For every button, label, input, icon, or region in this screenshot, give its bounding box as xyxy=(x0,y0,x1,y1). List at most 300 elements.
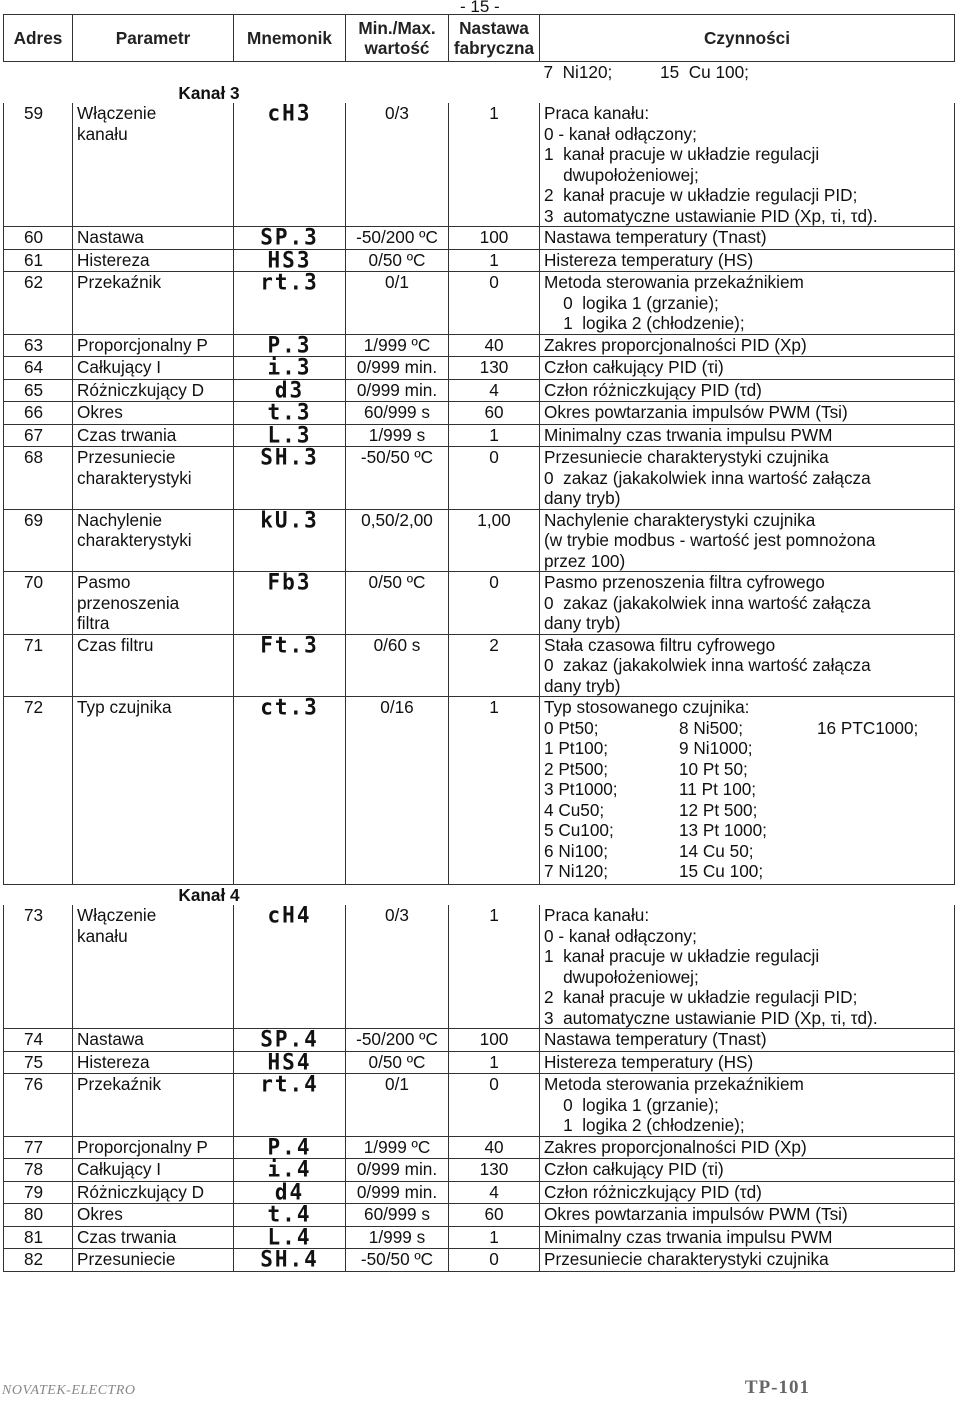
default-cell: 2 xyxy=(449,634,540,697)
default-cell: 4 xyxy=(449,1181,540,1204)
description-cell xyxy=(540,424,955,447)
parameter-cell xyxy=(73,905,234,1029)
description-line: 0 zakaz (jakakolwiek inna wartość załącza xyxy=(544,592,871,613)
lcd-mnemonic: Ft.3 xyxy=(260,631,319,658)
description-line: 0 - kanał odłączony; xyxy=(544,123,697,144)
description-cell xyxy=(540,103,955,227)
parameter-cell xyxy=(73,357,234,380)
description-line: Minimalny czas trwania impulsu PWM xyxy=(544,424,833,445)
lcd-mnemonic: SP.3 xyxy=(260,224,319,250)
description-line: Praca kanału: xyxy=(544,905,650,925)
parameter-line: Czas trwania xyxy=(77,1226,177,1247)
description-line: Nastawa temperatury (Tnast) xyxy=(544,1029,767,1049)
description-cell xyxy=(540,249,955,272)
param-row-63 xyxy=(4,334,955,357)
description-line: 2 kanał pracuje w układzie regulacji PID; xyxy=(544,987,858,1007)
param-row-82 xyxy=(4,1249,955,1272)
mnemonic-cell xyxy=(234,331,346,358)
lcd-mnemonic: ct.3 xyxy=(260,694,319,720)
parameter-line: charakterystyki xyxy=(77,467,192,488)
description-cell xyxy=(540,1051,955,1074)
minmax-cell: 60/999 s xyxy=(346,1204,449,1227)
header-mnemonik: Mnemonik xyxy=(234,15,346,62)
parameter-cell xyxy=(73,379,234,402)
mnemonic-cell xyxy=(234,1223,346,1250)
sensor-type-item: 13 Pt 1000; xyxy=(679,820,767,840)
sensor-type-item: 0 Pt50; xyxy=(544,717,599,738)
parameter-line: Histereza xyxy=(77,1051,150,1072)
continuation-row xyxy=(4,62,955,83)
minmax-cell: 0/999 min. xyxy=(346,379,449,402)
mnemonic-cell xyxy=(234,1026,346,1052)
parameter-cell xyxy=(73,402,234,425)
default-cell: 130 xyxy=(449,357,540,380)
description-cell xyxy=(540,1074,955,1137)
description-line: dwupołożeniowej; xyxy=(544,966,699,987)
minmax-cell: -50/200 ºC xyxy=(346,1029,449,1052)
address-cell: 77 xyxy=(4,1136,73,1159)
default-cell: 0 xyxy=(449,272,540,335)
address-cell: 68 xyxy=(4,447,73,510)
minmax-cell: 0/999 min. xyxy=(346,1181,449,1204)
parameter-line: Różniczkujący D xyxy=(77,379,205,400)
description-line: Metoda sterowania przekaźnikiem xyxy=(544,272,804,292)
param-row-78 xyxy=(4,1159,955,1182)
mnemonic-cell xyxy=(234,1178,346,1205)
parameter-line: Typ czujnika xyxy=(77,697,172,717)
minmax-cell: 1/999 s xyxy=(346,424,449,447)
param-row-67 xyxy=(4,424,955,447)
empty-cell xyxy=(346,62,449,83)
param-row-77 xyxy=(4,1136,955,1159)
param-row-65 xyxy=(4,379,955,402)
default-cell: 40 xyxy=(449,334,540,357)
lcd-mnemonic: cH3 xyxy=(267,100,312,126)
parameter-line: Nastawa xyxy=(77,227,144,247)
parameter-cell xyxy=(73,103,234,227)
parameter-line: Nastawa xyxy=(77,1029,144,1049)
parameter-line: Różniczkujący D xyxy=(77,1181,205,1202)
parameter-cell xyxy=(73,1226,234,1249)
param-row-71 xyxy=(4,634,955,697)
description-cell xyxy=(540,1181,955,1204)
mnemonic-cell xyxy=(234,902,346,1029)
param-row-62 xyxy=(4,272,955,335)
address-cell: 75 xyxy=(4,1051,73,1074)
parameter-cell xyxy=(73,272,234,335)
sensor-type-row xyxy=(544,779,950,800)
param-row-73 xyxy=(4,905,955,1029)
sensor-type-row xyxy=(544,861,950,882)
parameter-line: Przesuniecie xyxy=(77,447,176,467)
sensor-type-item: 14 Cu 50; xyxy=(679,840,754,861)
address-cell: 70 xyxy=(4,572,73,635)
parameter-cell xyxy=(73,227,234,250)
mnemonic-cell xyxy=(234,1156,346,1182)
description-cell xyxy=(540,357,955,380)
address-cell: 61 xyxy=(4,249,73,272)
description-line: 2 kanał pracuje w układzie regulacji PID; xyxy=(544,185,858,205)
channel-4-heading-label: Kanał 4 xyxy=(178,884,240,905)
channel-3-heading xyxy=(4,83,955,104)
sensor-type-row xyxy=(544,738,950,759)
description-cell xyxy=(540,634,955,697)
lcd-mnemonic: rt.3 xyxy=(260,269,319,295)
description-cell xyxy=(540,1029,955,1052)
address-cell: 64 xyxy=(4,357,73,380)
param-row-76 xyxy=(4,1074,955,1137)
description-line: 1 logika 2 (chłodzenie); xyxy=(544,1115,745,1135)
sensor-type-row xyxy=(544,759,950,780)
parameter-cell xyxy=(73,1074,234,1137)
default-cell: 0 xyxy=(449,447,540,510)
mnemonic-cell xyxy=(234,1133,346,1160)
description-line: Okres powtarzania impulsów PWM (Tsi) xyxy=(544,402,848,422)
parameter-cell xyxy=(73,1204,234,1227)
lcd-mnemonic: L.4 xyxy=(267,1223,312,1250)
default-cell: 100 xyxy=(449,1029,540,1052)
description-line: Zakres proporcjonalności PID (Xp) xyxy=(544,1136,807,1157)
description-line: 3 automatyczne ustawianie PID (Xp, τi, τd). xyxy=(544,1007,878,1028)
address-cell: 66 xyxy=(4,402,73,425)
sensor-type-row xyxy=(544,820,950,841)
description-line: dany tryb) xyxy=(544,613,621,633)
parameter-cell xyxy=(73,424,234,447)
param-row-72 xyxy=(4,697,955,885)
parameter-cell xyxy=(73,1181,234,1204)
description-cell xyxy=(540,697,955,885)
empty-cell xyxy=(540,83,955,104)
description-line: Przesuniecie charakterystyki czujnika xyxy=(544,1249,829,1269)
parameter-cell xyxy=(73,1249,234,1272)
mnemonic-cell xyxy=(234,421,346,448)
lcd-mnemonic: Fb3 xyxy=(267,569,312,595)
parameter-line: Histereza xyxy=(77,249,150,270)
default-cell: 0 xyxy=(449,1074,540,1137)
default-cell: 1 xyxy=(449,424,540,447)
mnemonic-cell xyxy=(234,694,346,885)
mnemonic-cell xyxy=(234,1201,346,1227)
param-row-59 xyxy=(4,103,955,227)
minmax-cell: 1/999 ºC xyxy=(346,1136,449,1159)
param-row-60 xyxy=(4,227,955,250)
mnemonic-cell xyxy=(234,1071,346,1137)
sensor-type-item: 9 Ni1000; xyxy=(679,738,753,758)
parameter-line: przenoszenia xyxy=(77,592,180,613)
address-cell: 71 xyxy=(4,634,73,697)
param-row-70 xyxy=(4,572,955,635)
description-line: 3 automatyczne ustawianie PID (Xp, τi, τd). xyxy=(544,205,878,226)
minmax-cell: -50/200 ºC xyxy=(346,227,449,250)
param-row-64 xyxy=(4,357,955,380)
sensor-type-item: 4 Cu50; xyxy=(544,799,605,820)
parameter-line: Włączenie xyxy=(77,905,157,925)
lcd-mnemonic: L.3 xyxy=(267,421,312,448)
param-row-81 xyxy=(4,1226,955,1249)
minmax-cell: 0/16 xyxy=(346,697,449,885)
default-cell: 1,00 xyxy=(449,509,540,572)
lcd-mnemonic: cH4 xyxy=(267,902,312,928)
parameter-cell xyxy=(73,1029,234,1052)
description-line: Człon różniczkujący PID (τd) xyxy=(544,1181,762,1202)
minmax-cell: 0/999 min. xyxy=(346,1159,449,1182)
address-cell: 79 xyxy=(4,1181,73,1204)
empty-cell xyxy=(449,884,540,905)
default-cell: 4 xyxy=(449,379,540,402)
mnemonic-cell xyxy=(234,399,346,425)
address-cell: 73 xyxy=(4,905,73,1029)
sensor-type-item xyxy=(817,820,950,841)
param-row-69 xyxy=(4,509,955,572)
default-cell: 60 xyxy=(449,402,540,425)
parameter-line: Przekaźnik xyxy=(77,272,162,292)
parameter-cell xyxy=(73,249,234,272)
description-line: Człon całkujący PID (τi) xyxy=(544,357,724,377)
sensor-type-item: 8 Ni500; xyxy=(679,717,744,738)
header-parametr: Parametr xyxy=(73,15,234,62)
minmax-cell: 0/1 xyxy=(346,272,449,335)
parameter-line: Przekaźnik xyxy=(77,1074,162,1094)
mnemonic-cell xyxy=(234,569,346,635)
mnemonic-cell xyxy=(234,506,346,572)
parameter-cell xyxy=(73,1136,234,1159)
empty-cell xyxy=(346,83,449,104)
address-cell: 63 xyxy=(4,334,73,357)
parameter-cell xyxy=(73,1051,234,1074)
default-cell: 1 xyxy=(449,1051,540,1074)
minmax-cell: 60/999 s xyxy=(346,402,449,425)
description-line: Nachylenie charakterystyki czujnika xyxy=(544,509,816,530)
minmax-cell: 0/1 xyxy=(346,1074,449,1137)
sensor-type-item: 3 Pt1000; xyxy=(544,779,618,799)
table-header-row xyxy=(4,15,955,62)
parameter-line: Przesuniecie xyxy=(77,1249,176,1269)
description-line: Stała czasowa filtru cyfrowego xyxy=(544,634,776,655)
address-cell: 65 xyxy=(4,379,73,402)
empty-cell xyxy=(4,83,73,104)
description-line: dany tryb) xyxy=(544,675,621,696)
minmax-cell: 0/3 xyxy=(346,103,449,227)
description-line: 0 zakaz (jakakolwiek inna wartość załącza xyxy=(544,655,871,675)
sensor-type-item: 12 Pt 500; xyxy=(679,799,758,820)
minmax-cell: 0/60 s xyxy=(346,634,449,697)
header-adres: Adres xyxy=(4,15,73,62)
address-cell: 59 xyxy=(4,103,73,227)
address-cell: 67 xyxy=(4,424,73,447)
description-cell xyxy=(540,1136,955,1159)
parameter-line: Nachylenie xyxy=(77,509,163,530)
description-cell xyxy=(540,272,955,335)
address-cell: 62 xyxy=(4,272,73,335)
address-cell: 60 xyxy=(4,227,73,250)
default-cell: 1 xyxy=(449,103,540,227)
parameter-cell xyxy=(73,509,234,572)
parameter-cell xyxy=(73,697,234,885)
lcd-mnemonic: t.3 xyxy=(267,399,312,425)
sensor-type-item xyxy=(817,841,950,862)
parameter-line: Całkujący I xyxy=(77,357,162,377)
default-cell: 60 xyxy=(449,1204,540,1227)
param-row-68 xyxy=(4,447,955,510)
description-line: Pasmo przenoszenia filtra cyfrowego xyxy=(544,572,825,592)
mnemonic-cell xyxy=(234,631,346,697)
lcd-mnemonic: d3 xyxy=(274,376,305,403)
address-cell: 72 xyxy=(4,697,73,885)
parameter-cell xyxy=(73,572,234,635)
sensor-type-item: 1 Pt100; xyxy=(544,738,609,758)
mnemonic-cell xyxy=(234,224,346,250)
mnemonic-cell xyxy=(234,444,346,510)
sensor-type-row xyxy=(544,841,950,862)
description-cell xyxy=(540,1204,955,1227)
default-cell: 100 xyxy=(449,227,540,250)
minmax-cell: 1/999 s xyxy=(346,1226,449,1249)
sensor-type-item xyxy=(817,779,950,800)
channel-4-heading xyxy=(4,884,955,905)
header-minmax: Min./Max. wartość xyxy=(346,15,449,62)
param-row-66 xyxy=(4,402,955,425)
description-line: Typ stosowanego czujnika: xyxy=(544,697,750,717)
sensor-type-item: 10 Pt 50; xyxy=(679,758,748,779)
param-row-61 xyxy=(4,249,955,272)
parameter-cell xyxy=(73,1159,234,1182)
address-cell: 81 xyxy=(4,1226,73,1249)
lcd-mnemonic: HS4 xyxy=(267,1048,312,1075)
table-body xyxy=(4,62,955,1272)
description-line: 0 logika 1 (grzanie); xyxy=(544,1094,719,1115)
lcd-mnemonic: rt.4 xyxy=(260,1071,319,1097)
description-cell xyxy=(540,402,955,425)
sensor-type-item: 2 Pt500; xyxy=(544,758,609,779)
minmax-cell: 1/999 ºC xyxy=(346,334,449,357)
lcd-mnemonic: HS3 xyxy=(267,246,312,273)
address-cell: 74 xyxy=(4,1029,73,1052)
minmax-cell: 0/50 ºC xyxy=(346,572,449,635)
default-cell: 40 xyxy=(449,1136,540,1159)
address-cell: 69 xyxy=(4,509,73,572)
description-line: Histereza temperatury (HS) xyxy=(544,1051,754,1072)
header-czynnosci: Czynności xyxy=(540,15,955,62)
address-cell: 80 xyxy=(4,1204,73,1227)
default-cell: 1 xyxy=(449,905,540,1029)
sensor-type-item: 6 Ni100; xyxy=(544,840,609,861)
description-line: 0 logika 1 (grzanie); xyxy=(544,292,719,313)
sensor-type-item xyxy=(817,800,950,821)
header-nastawa: Nastawa fabryczna xyxy=(449,15,540,62)
description-cell xyxy=(540,1226,955,1249)
parameter-line: kanału xyxy=(77,925,128,946)
parameter-line: Włączenie xyxy=(77,103,157,123)
description-line: 1 kanał pracuje w układzie regulacji xyxy=(544,144,820,164)
lcd-mnemonic: SH.3 xyxy=(260,444,319,470)
description-line: dwupołożeniowej; xyxy=(544,164,699,185)
description-line: 0 - kanał odłączony; xyxy=(544,925,697,946)
description-line: Przesuniecie charakterystyki czujnika xyxy=(544,447,829,467)
description-cell xyxy=(540,509,955,572)
minmax-cell: -50/50 ºC xyxy=(346,1249,449,1272)
lcd-mnemonic: i.4 xyxy=(267,1156,312,1182)
address-cell: 78 xyxy=(4,1159,73,1182)
description-line: Nastawa temperatury (Tnast) xyxy=(544,227,767,247)
sensor-type-item xyxy=(817,861,950,882)
default-cell: 1 xyxy=(449,697,540,885)
description-line: Okres powtarzania impulsów PWM (Tsi) xyxy=(544,1204,848,1224)
description-line: Praca kanału: xyxy=(544,103,650,123)
parameter-line: Czas trwania xyxy=(77,424,177,445)
description-cell xyxy=(540,1159,955,1182)
minmax-cell: 0/50 ºC xyxy=(346,249,449,272)
footer-model: TP-101 xyxy=(744,1377,810,1398)
footer-brand: NOVATEK-ELECTRO xyxy=(2,1383,136,1398)
description-line: Metoda sterowania przekaźnikiem xyxy=(544,1074,804,1094)
description-cell xyxy=(540,447,955,510)
description-cell xyxy=(540,334,955,357)
address-cell: 76 xyxy=(4,1074,73,1137)
parameter-line: filtra xyxy=(77,613,110,633)
mnemonic-cell xyxy=(234,1246,346,1272)
minmax-cell: 0/50 ºC xyxy=(346,1051,449,1074)
minmax-cell: 0/999 min. xyxy=(346,357,449,380)
empty-cell xyxy=(449,83,540,104)
description-line: dany tryb) xyxy=(544,488,621,508)
default-cell: 1 xyxy=(449,1226,540,1249)
empty-cell xyxy=(346,884,449,905)
parameter-line: Czas filtru xyxy=(77,634,154,655)
minmax-cell: 0,50/2,00 xyxy=(346,509,449,572)
parameter-line: Pasmo xyxy=(77,572,131,592)
description-line: (w trybie modbus - wartość jest pomnożona xyxy=(544,530,876,550)
description-line: 1 logika 2 (chłodzenie); xyxy=(544,313,745,333)
mnemonic-cell xyxy=(234,354,346,380)
description-line: 0 zakaz (jakakolwiek inna wartość załącza xyxy=(544,467,871,488)
parameter-line: charakterystyki xyxy=(77,530,192,550)
sensor-type-item: 16 PTC1000; xyxy=(817,717,919,738)
description-cell xyxy=(540,1249,955,1272)
sensor-type-item: 15 Cu 100; xyxy=(679,861,764,881)
description-line: 1 kanał pracuje w układzie regulacji xyxy=(544,946,820,966)
lcd-mnemonic: d4 xyxy=(274,1178,305,1205)
description-line: Zakres proporcjonalności PID (Xp) xyxy=(544,334,807,355)
param-row-80 xyxy=(4,1204,955,1227)
channel-3-heading-label: Kanał 3 xyxy=(178,82,240,103)
parameter-cell xyxy=(73,334,234,357)
lcd-mnemonic: kU.3 xyxy=(260,506,319,533)
default-cell: 0 xyxy=(449,572,540,635)
minmax-cell: -50/50 ºC xyxy=(346,447,449,510)
parameter-cell xyxy=(73,634,234,697)
default-cell: 1 xyxy=(449,249,540,272)
empty-cell xyxy=(4,62,73,83)
param-row-74 xyxy=(4,1029,955,1052)
minmax-cell: 0/3 xyxy=(346,905,449,1029)
lcd-mnemonic: t.4 xyxy=(267,1201,312,1227)
param-row-75 xyxy=(4,1051,955,1074)
description-line: Minimalny czas trwania impulsu PWM xyxy=(544,1226,833,1247)
lcd-mnemonic: SH.4 xyxy=(260,1246,319,1272)
sensor-type-row xyxy=(544,718,950,739)
mnemonic-cell xyxy=(234,246,346,273)
description-line: Człon różniczkujący PID (τd) xyxy=(544,379,762,400)
mnemonic-cell xyxy=(234,376,346,403)
sensor-type-item: 11 Pt 100; xyxy=(679,779,757,799)
sensor-type-item: 5 Cu100; xyxy=(544,820,614,840)
parameter-line: Proporcjonalny P xyxy=(77,334,208,355)
empty-cell xyxy=(449,62,540,83)
parameter-line: Okres xyxy=(77,1204,123,1224)
description-cell xyxy=(540,227,955,250)
param-row-79 xyxy=(4,1181,955,1204)
empty-cell xyxy=(73,62,234,83)
